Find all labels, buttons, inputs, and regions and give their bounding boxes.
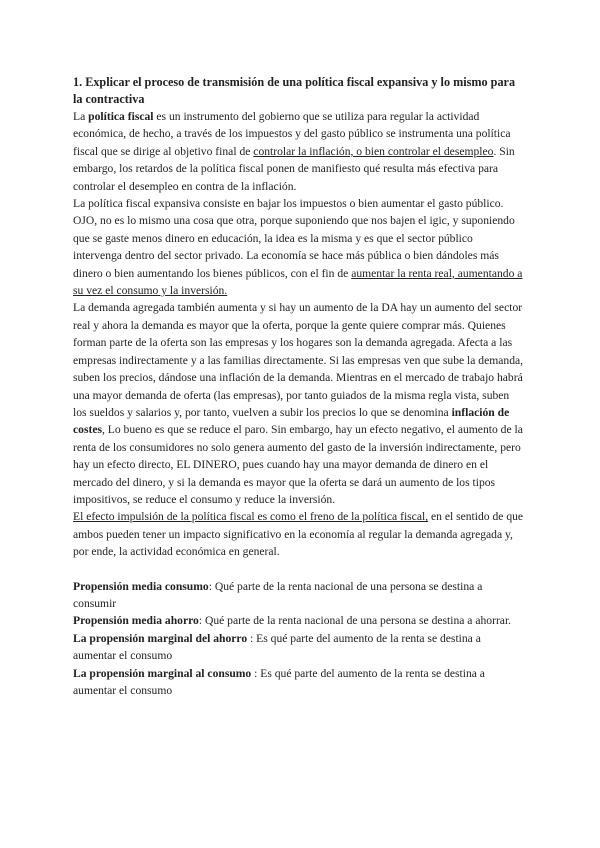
underlined-text: El efecto impulsión de la política fiscal es como el freno de la política fiscal,: [73, 510, 429, 524]
bold-term: inflación de costes: [73, 405, 510, 437]
definition-item: [73, 630, 524, 665]
text-run: en el sentido de que ambos pueden tener un impacto significativo en la economía al regular la demanda agregada y, por ende, la actividad económica en general.: [73, 510, 524, 559]
paragraph-expansive-policy: [73, 195, 524, 299]
paragraph-aggregate-demand: [73, 299, 524, 508]
spacer: [73, 561, 524, 578]
text-run: La demanda agregada también aumenta y si hay un aumento de la DA hay un aumento del sector real y ahora la demanda es mayor que la oferta, porque la gente quiere comprar más. Quienes forman parte de la oferta son las empresas y los hogares son la demanda agregada. Afecta a las empresas indirectamente y a las familias directamente. Si las empresas ven que sube la demanda, suben los precios, dándose una inflación de la demanda. Mientras en el mercado de trabajo habrá una mayor demanda de oferta (las empresas), por tanto guiados de la misma regla vista, suben los sueldos y salarios y, por tanto, vuelven a subir los precios lo que se denomina: [73, 301, 524, 419]
paragraph-fiscal-policy: [73, 108, 524, 195]
section-heading: 1. Explicar el proceso de transmisión de una política fiscal expansiva y lo mismo para la contractiva: [73, 75, 516, 106]
definition-term: La propensión marginal al consumo: [73, 666, 252, 680]
text-run: es un instrumento del gobierno que se utiliza para regular la actividad económica, de hecho, a través de los impuestos y del gasto público se instrumenta una política fiscal que se dirige al objetivo final de: [73, 110, 511, 158]
text-run: . Sin embargo, los retardos de la política fiscal ponen de manifiesto qué resulta más efectiva para controlar el desempleo en contra de la inflación.: [73, 144, 515, 193]
definition-text: : Es qué parte del aumento de la renta se destina a aumentar el consumo: [73, 631, 481, 663]
definition-text: : Qué parte de la renta nacional de una persona se destina a ahorrar.: [198, 614, 512, 628]
definition-text: : Es qué parte del aumento de la renta se destina a aumentar el consumo: [73, 666, 485, 697]
definition-item: [73, 612, 524, 629]
underlined-text: aumentar la renta real, aumentando a su vez el consumo y la inversión.: [73, 266, 523, 298]
definition-term: Propensión media ahorro: [73, 614, 199, 628]
bold-term: política fiscal: [88, 110, 154, 123]
text-run: , Lo bueno es que se reduce el paro. Sin embargo, hay un efecto negativo, el aumento de la renta de los consumidores no solo genera aumento del gasto de la inversión indirectamente, pero hay un efecto directo, EL DINERO, pues cuando hay una mayor demanda de dinero en el mercado del dinero, y si la demanda es mayor que la oferta se dará un aumento de los tipos impositivos, se reduce el consumo y reduce la inversión.: [73, 423, 523, 506]
text-run: La: [73, 110, 89, 123]
paragraph-impulse-effect: [73, 508, 524, 560]
definition-term: La propensión marginal del ahorro: [73, 631, 248, 645]
definition-text: : Qué parte de la renta nacional de una persona se destina a consumir: [73, 579, 483, 610]
definition-term: Propensión media consumo: [73, 579, 209, 593]
definition-item: [73, 578, 524, 613]
underlined-text: controlar la inflación, o bien controlar el desempleo: [253, 144, 494, 158]
definition-item: [73, 665, 524, 700]
text-run: La política fiscal expansiva consiste en bajar los impuestos o bien aumentar el gasto público. OJO, no es lo mismo una cosa que otra, porque suponiendo que nos bajen el igic, y suponiendo que se gaste menos dinero en educación, la idea es la misma y es que el sector público intervenga dentro del sector privado. La economía se hace más pública o bien dándoles más dinero o bien aumentando los bienes públicos, con el fin de: [73, 197, 515, 280]
